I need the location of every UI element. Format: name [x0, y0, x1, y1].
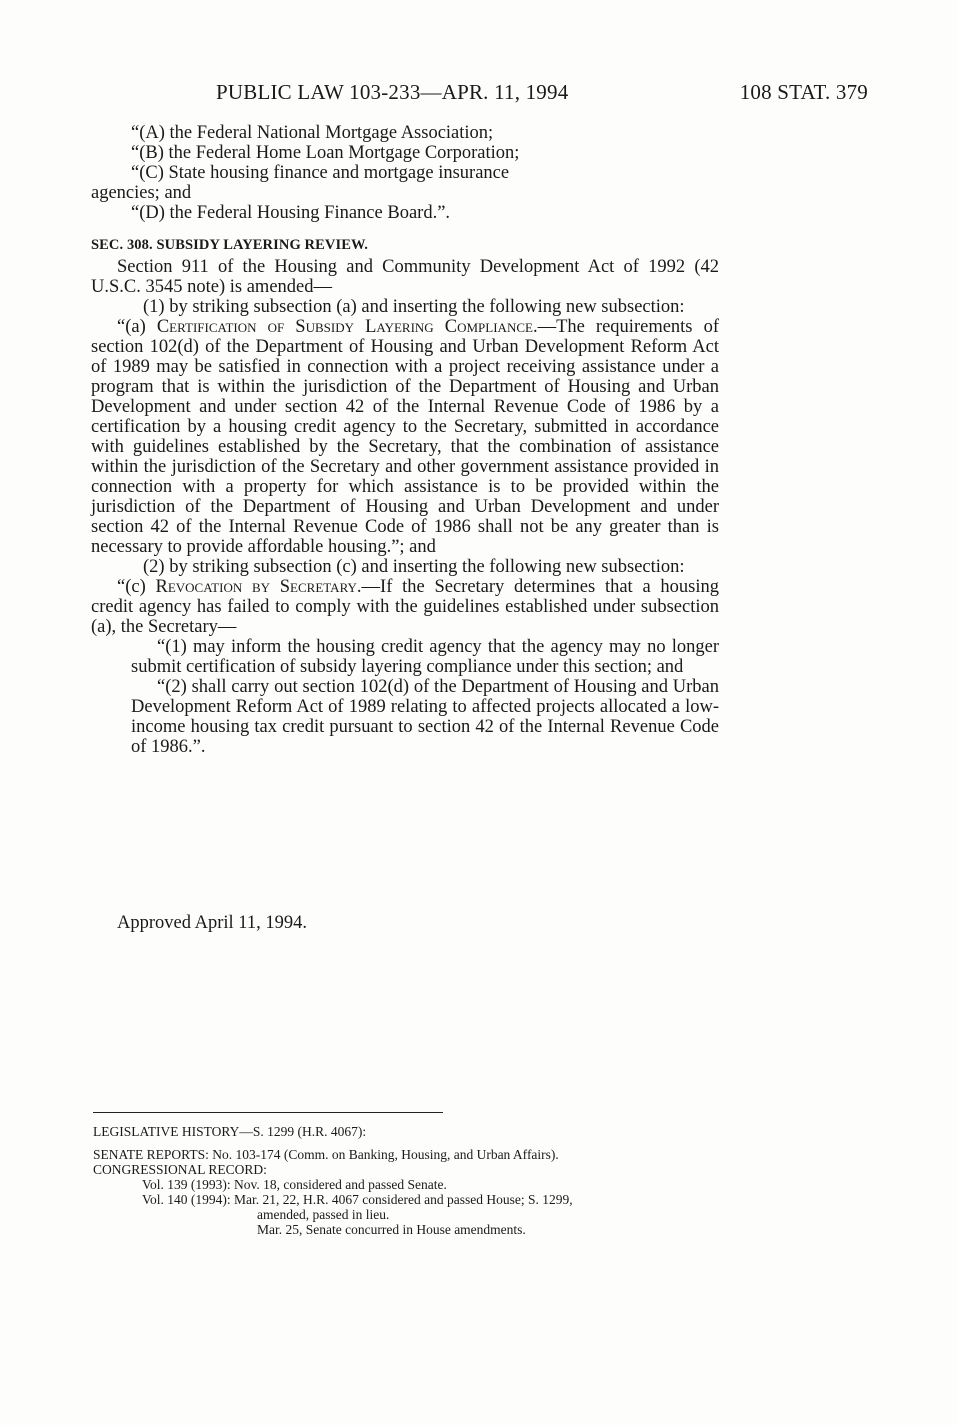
senate-reports: SENATE REPORTS: No. 103-174 (Comm. on Banking, Housing, and Urban Affairs).	[93, 1147, 559, 1162]
list-item-b: “(B) the Federal Home Loan Mortgage Corporation;	[131, 143, 520, 163]
legislative-history	[93, 1124, 733, 1237]
congressional-record-label: CONGRESSIONAL RECORD:	[93, 1162, 267, 1177]
legislative-history-title: LEGISLATIVE HISTORY—S. 1299 (H.R. 4067):	[93, 1124, 367, 1139]
list-item-a: “(A) the Federal National Mortgage Association;	[131, 123, 494, 143]
list-item-c-line2: agencies; and	[91, 183, 192, 203]
vol-139-entry: Vol. 139 (1993): Nov. 18, considered and passed Senate.	[142, 1177, 447, 1192]
law-text-body	[91, 123, 719, 757]
subsection-a-label: “(a)	[117, 317, 157, 337]
running-head: PUBLIC LAW 103-233—APR. 11, 1994	[216, 80, 569, 104]
section-intro: Section 911 of the Housing and Community Development Act of 1992 (42 U.S.C. 3545 note) is amended—	[91, 257, 719, 297]
subsection-c-caption: Revocation by Secretary.	[155, 577, 362, 597]
subsection-c-label: “(c)	[117, 577, 156, 597]
list-item-d: “(D) the Federal Housing Finance Board.”.	[131, 203, 451, 223]
subsection-a-caption: Certification of Subsidy Layering Compliance.	[156, 317, 538, 337]
vol-140-entry-mar25: Mar. 25, Senate concurred in House amendments.	[257, 1222, 526, 1237]
vol-140-entry-continued: amended, passed in lieu.	[257, 1207, 390, 1222]
subsection-c-item-2: “(2) shall carry out section 102(d) of the Department of Housing and Urban Development Reform Act of 1989 relating to affected projects allocated a low-income housing tax credit pursuant to section 42 of the Internal Revenue Code of 1986.”.	[131, 677, 719, 757]
amendment-1: (1) by striking subsection (a) and inserting the following new subsection:	[143, 297, 685, 317]
amendment-2: (2) by striking subsection (c) and inserting the following new subsection:	[143, 557, 685, 577]
subsection-a-text: —The requirements of section 102(d) of the Department of Housing and Urban Development Reform Act of 1989 may be satisfied in connection with a project receiving assistance under a program that is within the jurisdiction of the Department of Housing and Urban Development and under section 42 of the Internal Revenue Code of 1986 by a certification by a housing credit agency to the Secretary, submitted in accordance with guidelines established by the Secretary, that the combination of assistance within the jurisdiction of the Secretary and other government assistance provided in connection with a property for which assistance is to be provided within the jurisdiction of the Department of Housing and Urban Development and under section 42 of the Internal Revenue Code of 1986 shall not be any greater than is necessary to provide affordable housing.”; and	[91, 317, 720, 557]
list-item-c-line1: “(C) State housing finance and mortgage insurance	[131, 163, 510, 183]
statute-page-reference: 108 STAT. 379	[739, 80, 868, 104]
section-heading: SEC. 308. SUBSIDY LAYERING REVIEW.	[91, 237, 368, 253]
footnote-divider	[93, 1112, 443, 1113]
page-header	[216, 80, 868, 110]
subsection-a-paragraph	[91, 317, 719, 557]
subsection-c-text: —If the Secretary determines that a housing credit agency has failed to comply with the guidelines established under subsection (a), the Secretary—	[91, 577, 719, 637]
subsection-c-paragraph	[91, 577, 719, 637]
approval-date: Approved April 11, 1994.	[117, 913, 307, 933]
subsection-c-item-1: “(1) may inform the housing credit agency that the agency may no longer submit certification of subsidy layering compliance under this section; and	[131, 637, 719, 677]
vol-140-entry: Vol. 140 (1994): Mar. 21, 22, H.R. 4067 considered and passed House; S. 1299,	[142, 1192, 573, 1207]
